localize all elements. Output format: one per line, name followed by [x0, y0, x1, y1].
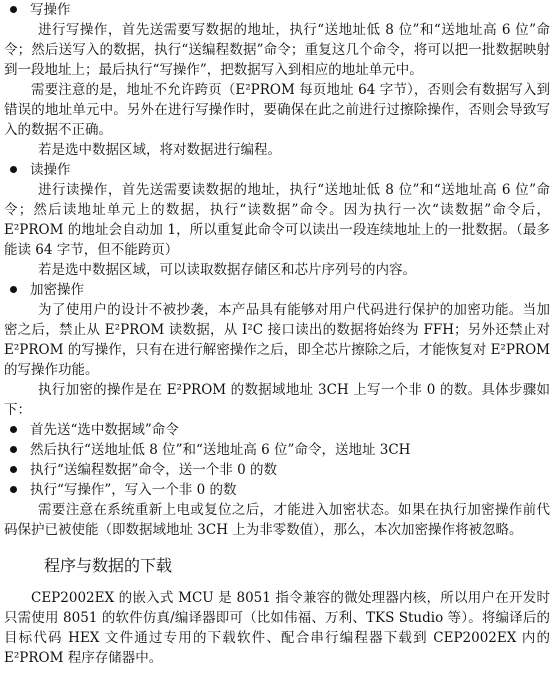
- encrypt-paragraph-1: 为了使用户的设计不被抄袭，本产品具有能够对用户代码进行保护的加密功能。当加密之后，禁止从 E²PROM 读数据，从 I²C 接口读出的数据将始终为 FFH；另外还禁止对 E²PROM 的写操作，只有在进行解密操作之后，即全芯片擦除之后，才能恢复对 E²PROM 的写操作功能。: [4, 302, 550, 378]
- write-heading: 写操作: [4, 0, 550, 20]
- read-heading: 读操作: [4, 160, 550, 180]
- encrypt-step: 然后执行“送地址低 8 位”和“送地址高 6 位”命令，送地址 3CH: [4, 440, 550, 460]
- encrypt-paragraph-3: 需要注意在系统重新上电或复位之后，才能进入加密状态。如果在执行加密操作前代码保护已被使能（即数据域地址 3CH 上为非零数值），那么，本次加密操作将被忽略。: [4, 502, 550, 538]
- read-paragraph-2: 若是选中数据区域，可以读取数据存储区和芯片序列号的内容。: [38, 262, 416, 278]
- read-paragraph-1: 进行读操作，首先送需要读数据的地址，执行“送地址低 8 位”和“送地址高 6 位”命令；然后读地址单元上的数据，执行“读数据”命令。因为执行一次“读数据”命令后，E²PROM 的地址会自动加 1，所以重复此命令可以读出一段连续地址上的一批数据。（最多能读 64 字节，但不能跨页）: [4, 182, 550, 258]
- encrypt-step: 执行“写操作”，写入一个非 0 的数: [4, 480, 550, 500]
- download-paragraph-1: CEP2002EX 的嵌入式 MCU 是 8051 指令兼容的微处理器内核，所以用户在开发时只需使用 8051 的软件仿真/编译器即可（比如伟福、万利、TKS Studio 等）。将编译后的目标代码 HEX 文件通过专用的下载软件、配合串行编程器下载到 CEP2002EX 内的 E²PROM 程序存储器中。: [4, 590, 550, 666]
- encrypt-step: 执行“送编程数据”命令，送一个非 0 的数: [4, 460, 550, 480]
- write-paragraph-2: 需要注意的是，地址不允许跨页（E²PROM 每页地址 64 字节），否则会有数据写入到错误的地址单元中。另外在进行写操作时，要确保在此之前进行过擦除操作，否则会导致写入的数据不正确。: [4, 82, 550, 138]
- encrypt-step: 首先送“选中数据域”命令: [4, 420, 550, 440]
- encrypt-paragraph-2: 执行加密的操作是在 E²PROM 的数据域地址 3CH 上写一个非 0 的数。具体步骤如下：: [4, 382, 550, 418]
- encrypt-heading: 加密操作: [4, 280, 550, 300]
- write-paragraph-3: 若是选中数据区域，将对数据进行编程。: [38, 142, 281, 158]
- write-paragraph-1: 进行写操作，首先送需要写数据的地址，执行“送地址低 8 位”和“送地址高 6 位”命令；然后送写入的数据，执行“送编程数据”命令；重复这几个命令，将可以把一批数据映射到一段地址上；最后执行“写操作”，把数据写入到相应的地址单元中。: [4, 22, 550, 78]
- document-page: [4, 0, 550, 668]
- download-section-title: 程序与数据的下载: [44, 556, 173, 575]
